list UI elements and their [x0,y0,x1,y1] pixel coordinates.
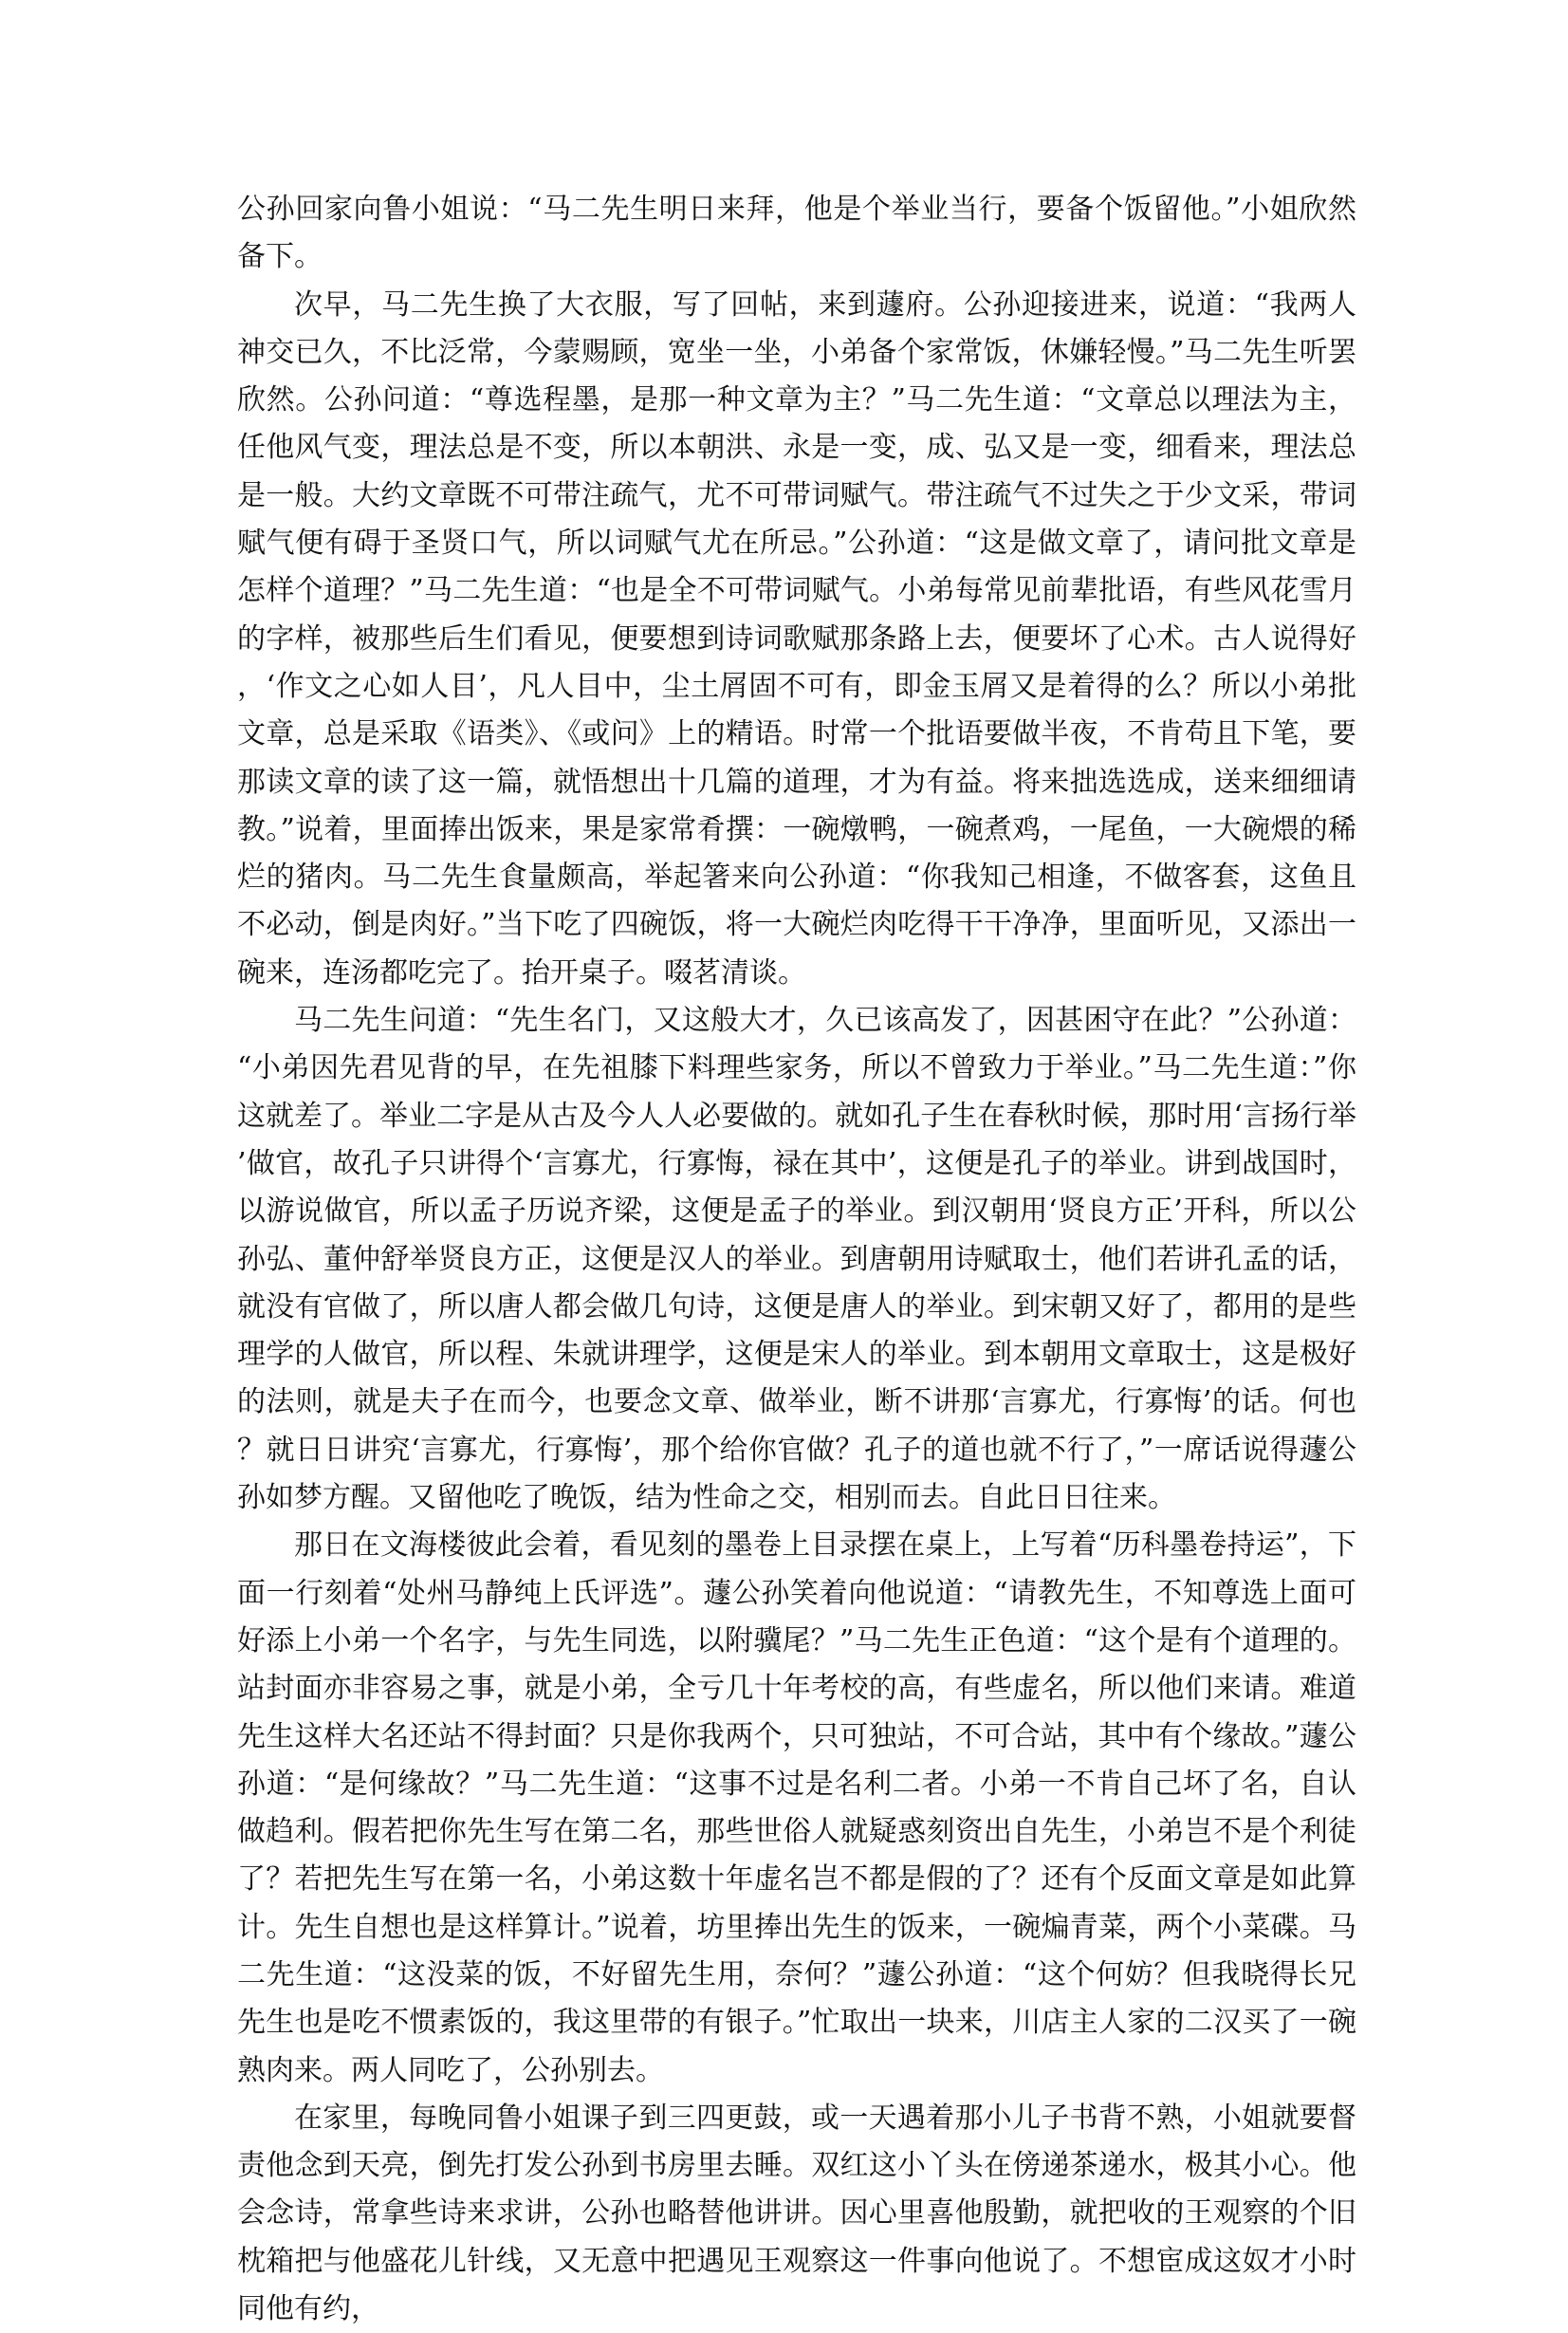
paragraph-2: 次早，马二先生换了大衣服，写了回帖，来到蘧府。公孙迎接进来，说道：“我两人神交已久，不比泛常，今蒙赐顾，宽坐一坐，小弟备个家常饭，休嫌轻慢。”马二先生听罢欣然。公孙问道：“尊选程墨，是那一种文章为主？”马二先生道：“文章总以理法为主，任他风气变，理法总是不变，所以本朝洪、永是一变，成、弘又是一变，细看来，理法总是一般。大约文章既不可带注疏气，尤不可带词赋气。带注疏气不过失之于少文采，带词赋气便有碍于圣贤口气，所以词赋气尤在所忌。”公孙道：“这是做文章了，请问批文章是怎样个道理？”马二先生道：“也是全不可带词赋气。小弟每常见前辈批语，有些风花雪月的字样，被那些后生们看见，便要想到诗词歌赋那条路上去，便要坏了心术。古人说得好，‘作文之心如人目’，凡人目中，尘土屑固不可有，即金玉屑又是着得的么？所以小弟批文章，总是采取《语类》、《或问》上的精语。时常一个批语要做半夜，不肯苟且下笔，要那读文章的读了这一篇，就悟想出十几篇的道理，才为有益。将来拙选选成，送来细细请教。”说着，里面捧出饭来，果是家常肴撰：一碗燉鸭，一碗煮鸡，一尾鱼，一大碗煨的稀烂的猪肉。马二先生食量颇高，举起箸来向公孙道：“你我知己相逢，不做客套，这鱼且不必动，倒是肉好。”当下吃了四碗饭，将一大碗烂肉吃得干干净净，里面听见，又添出一碗来，连汤都吃完了。抬开桌子。啜茗清谈。 [237,287,1356,990]
paragraph-1: 公孙回家向鲁小姐说：“马二先生明日来拜，他是个举业当行，要备个饭留他。”小姐欣然备下。 [237,193,1356,274]
document-page [237,186,1356,2333]
paragraph-4: 那日在文海楼彼此会着，看见刻的墨卷上目录摆在桌上，上写着“历科墨卷持运”，下面一行刻着“处州马静纯上氏评选”。蘧公孙笑着向他说道：“请教先生，不知尊选上面可好添上小弟一个名字，与先生同选，以附骥尾？”马二先生正色道：“这个是有个道理的。站封面亦非容易之事，就是小弟，全亏几十年考校的高，有些虚名，所以他们来请。难道先生这样大名还站不得封面？只是你我两个，只可独站，不可合站，其中有个缘故。”蘧公孙道：“是何缘故？”马二先生道：“这事不过是名利二者。小弟一不肯自己坏了名，自认做趋利。假若把你先生写在第二名，那些世俗人就疑惑刻资出自先生，小弟岂不是个利徒了？若把先生写在第一名，小弟这数十年虚名岂不都是假的了？还有个反面文章是如此算计。先生自想也是这样算计。”说着，坊里捧出先生的饭来，一碗煸青菜，两个小菜碟。马二先生道：“这没菜的饭，不好留先生用，奈何？”蘧公孙道：“这个何妨？但我晓得长兄先生也是吃不惯素饭的，我这里带的有银子。”忙取出一块来，川店主人家的二汉买了一碗熟肉来。两人同吃了，公孙别去。 [237,1528,1356,2087]
paragraph-3: 马二先生问道：“先生名门，又这般大才，久已该高发了，因甚困守在此？”公孙道：“小弟因先君见背的早，在先祖膝下料理些家务，所以不曾致力于举业。”马二先生道：”你这就差了。举业二字是从古及今人人必要做的。就如孔子生在春秋时候，那时用‘言扬行举’做官，故孔子只讲得个‘言寡尤，行寡悔，禄在其中’，这便是孔子的举业。讲到战国时，以游说做官，所以孟子历说齐梁，这便是孟子的举业。到汉朝用‘贤良方正’开科，所以公孙弘、董仲舒举贤良方正，这便是汉人的举业。到唐朝用诗赋取士，他们若讲孔孟的话，就没有官做了，所以唐人都会做几句诗，这便是唐人的举业。到宋朝又好了，都用的是些理学的人做官，所以程、朱就讲理学，这便是宋人的举业。到本朝用文章取士，这是极好的法则，就是夫子在而今，也要念文章、做举业，断不讲那‘言寡尤，行寡悔’的话。何也？就日日讲究‘言寡尤，行寡悔’，那个给你官做？孔子的道也就不行了，”一席话说得蘧公孙如梦方醒。又留他吃了晚饭，结为性命之交，相别而去。自此日日往来。 [237,1004,1356,1515]
paragraph-5: 在家里，每晚同鲁小姐课子到三四更鼓，或一天遇着那小儿子书背不熟，小姐就要督责他念到天亮，倒先打发公孙到书房里去睡。双红这小丫头在傍递茶递水，极其小心。他会念诗，常拿些诗来求讲，公孙也略替他讲讲。因心里喜他殷勤，就把收的王观察的个旧枕箱把与他盛花儿针线，又无意中把遇见王观察这一件事向他说了。不想宦成这奴才小时同他有约， [237,2101,1356,2326]
